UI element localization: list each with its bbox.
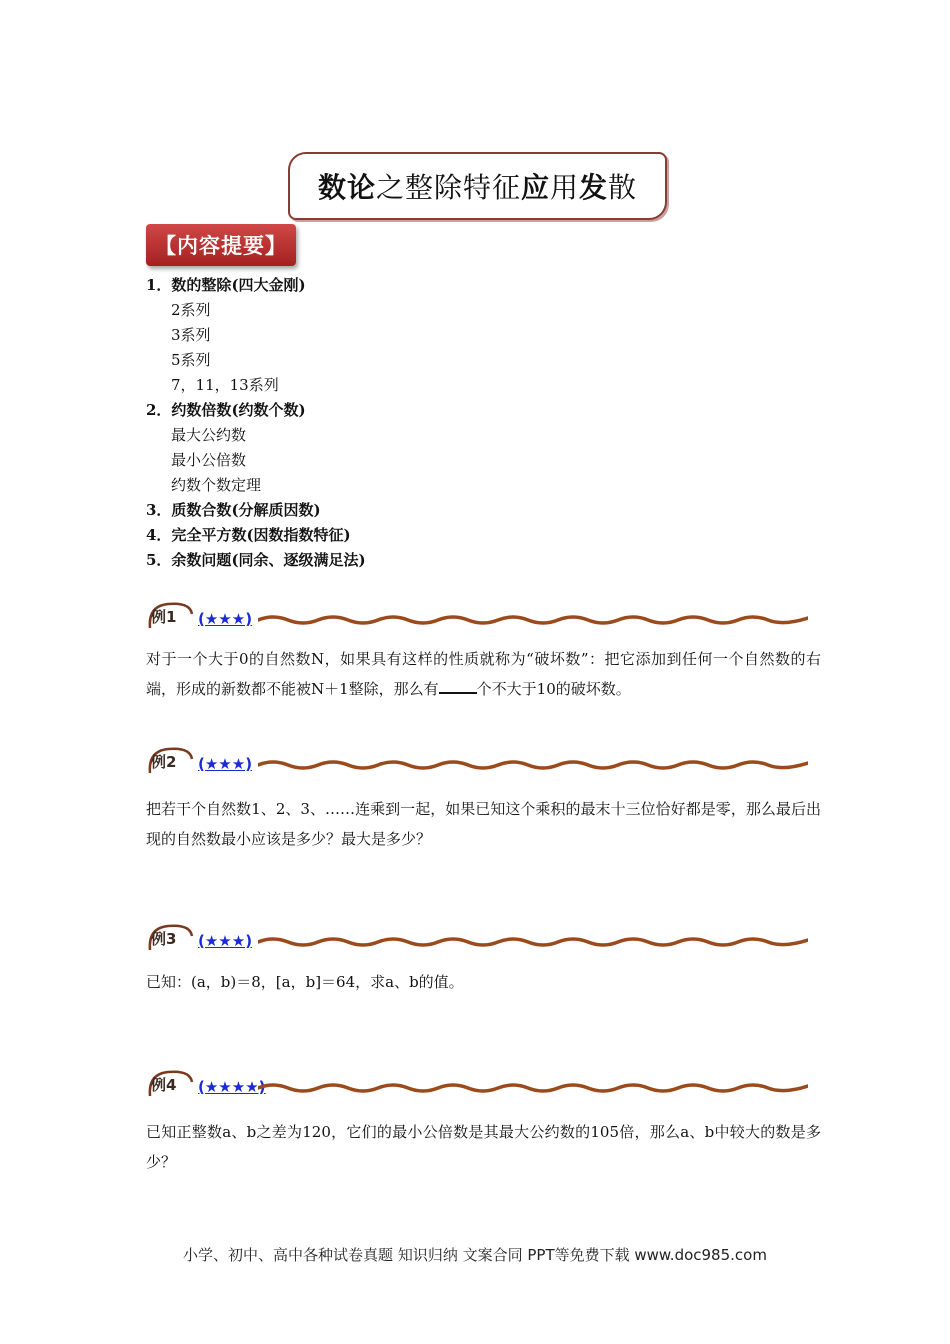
wave-divider (258, 757, 808, 771)
difficulty-stars: (★★★★) (198, 1078, 266, 1096)
outline-heading: 1．数的整除(四大金刚) (146, 276, 306, 294)
title-part: 之整除特征 (375, 171, 521, 204)
wave-divider (258, 1080, 808, 1094)
example-badge (146, 600, 196, 632)
outline-heading: 4．完全平方数(因数指数特征) (146, 526, 351, 544)
example-question: 把若干个自然数1、2、3、……连乘到一起，如果已知这个乘积的最末十三位恰好都是零，那么最后出现的自然数最小应该是多少？最大是多少？ (146, 800, 821, 848)
difficulty-stars: (★★★) (198, 610, 253, 628)
example-question (146, 644, 821, 704)
outline-heading: 3．质数合数(分解质因数) (146, 501, 321, 519)
difficulty-stars: (★★★) (198, 755, 253, 773)
example-badge (146, 1068, 196, 1100)
question-text: 对于一个大于0的自然数N，如果具有这样的性质就称为“破坏数”：把它添加到任何一个自然数的右端，形成的新数都不能被N＋1整除，那么有 (146, 650, 821, 698)
outline-item: 5系列 (171, 351, 211, 369)
svg-text:例4: 例4 (151, 1076, 177, 1094)
outline-item: 最大公约数 (171, 426, 247, 444)
outline-item: 2系列 (171, 301, 211, 319)
outline-item: 约数个数定理 (171, 476, 262, 494)
title-part: 数论 (317, 171, 376, 204)
outline-heading: 5．余数问题(同余、逐级满足法) (146, 551, 366, 569)
question-text: 个不大于10的破坏数。 (476, 680, 631, 698)
title-part: 应 (520, 171, 550, 204)
svg-text:例2: 例2 (151, 753, 177, 771)
outline-item: 3系列 (171, 326, 211, 344)
example-header (146, 1068, 808, 1104)
footer-text: 小学、初中、高中各种试卷真题 知识归纳 文案合同 PPT等免费下载 www.doc985.com (183, 1246, 767, 1264)
outline-item: 7，11，13系列 (171, 376, 279, 394)
title-box (288, 152, 667, 220)
svg-text:例3: 例3 (151, 930, 177, 948)
example-question: 已知：(a，b)＝8，[a，b]＝64，求a、b的值。 (146, 973, 464, 991)
outline-heading: 2．约数倍数(约数个数) (146, 401, 306, 419)
svg-text:例1: 例1 (151, 608, 177, 626)
page-title (318, 166, 637, 206)
title-part: 用 (550, 171, 580, 204)
title-part: 发 (579, 171, 609, 204)
difficulty-stars: (★★★) (198, 932, 253, 950)
wave-divider (258, 934, 808, 948)
section-tag: 【内容提要】 (146, 224, 296, 266)
outline-list (146, 273, 366, 573)
example-header (146, 922, 808, 958)
wave-divider (258, 612, 808, 626)
example-header (146, 600, 808, 636)
answer-blank[interactable] (439, 678, 477, 694)
outline-item: 最小公倍数 (171, 451, 247, 469)
example-badge (146, 745, 196, 777)
example-question: 已知正整数a、b之差为120，它们的最小公倍数是其最大公约数的105倍，那么a、b中较大的数是多少？ (146, 1123, 821, 1171)
example-badge (146, 922, 196, 954)
example-header (146, 745, 808, 781)
title-part: 散 (608, 171, 638, 204)
